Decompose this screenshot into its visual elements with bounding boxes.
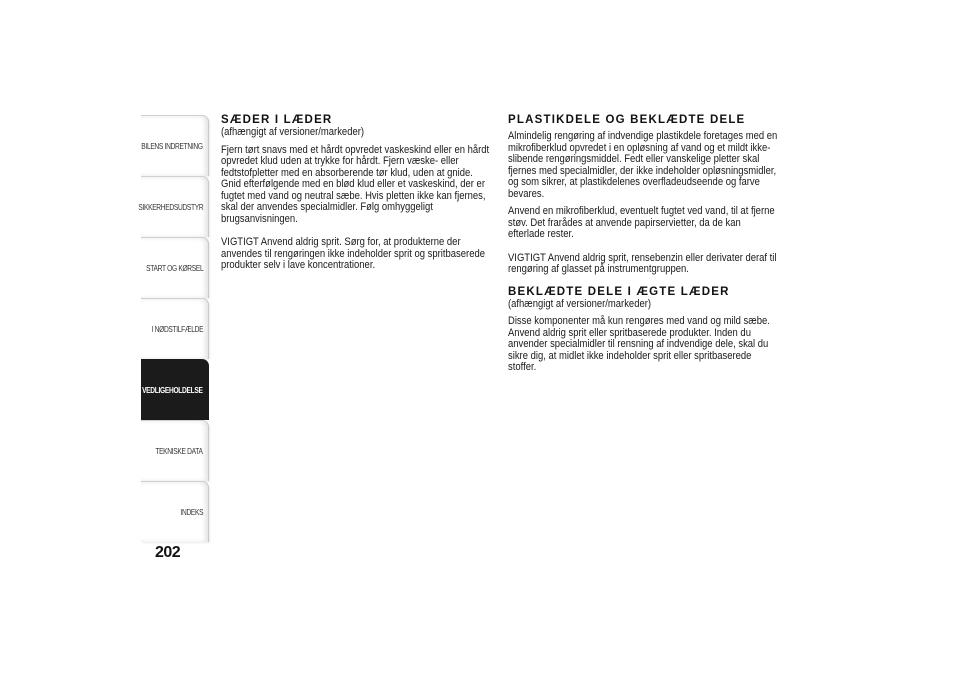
body-paragraph: Anvend en mikrofiberklud, eventuelt fugtet ved vand, til at fjerne støv. Det frarådes at anvende papirservietter, da de kan efterlade rester. — [508, 205, 775, 240]
tab-label: I NØDSTILFÆLDE — [151, 324, 203, 334]
left-column — [221, 114, 491, 278]
tab-i-nodstilfaelde[interactable] — [141, 298, 209, 359]
section-subheading: (afhængigt af versioner/markeder) — [508, 297, 652, 310]
tab-start-og-korsel[interactable] — [141, 237, 209, 298]
tab-vedligeholdelse[interactable] — [141, 359, 209, 420]
section-heading-beklaedte-dele: BEKLÆDTE DELE I ÆGTE LÆDER — [508, 285, 730, 298]
tab-label: SIKKERHEDSUDSTYR — [137, 202, 203, 212]
chapter-tabs — [137, 115, 209, 542]
tab-indeks[interactable] — [141, 481, 209, 542]
tab-label: TEKNISKE DATA — [155, 446, 203, 456]
important-note: VIGTIGT Anvend aldrig sprit, rensebenzin eller derivater deraf til rengøring af glasset på instrumentgruppen. — [508, 251, 777, 275]
right-column — [508, 114, 780, 380]
tab-label: START OG KØRSEL — [145, 263, 203, 273]
section-subheading: (afhængigt af versioner/markeder) — [221, 126, 365, 138]
tab-bilens-indretning[interactable] — [141, 115, 209, 176]
body-paragraph: Almindelig rengøring af indvendige plastikdele foretages med en mikrofiberklud opvredet i en opløsning af vand og et mildt ikke-slibende rengøringsmiddel. Fedt eller vanskelige pletter skal fjernes med specialmidler, der ikke indeholder opløsningsmidler, og som sikrer, at plastikdelenes overfladeudseende og farve bevares. — [508, 130, 778, 200]
page-number: 202 — [155, 544, 181, 561]
body-paragraph: Fjern tørt snavs med et hårdt opvredet vaskeskind eller en hårdt opvredet klud uden at trykke for hårdt. Fjern væske- eller fedtstofpletter med en absorberende tør klud, uden at gnide. Gnid efterfølgende med en blød klud eller et vaskeskind, der er fugtet med vand og neutral sæbe. Hvis pletten ikke kan fjernes, skal der anvendes specialmidler. Følg omhyggeligt brugsanvisningen. — [221, 143, 490, 225]
tab-label: BILENS INDRETNING — [141, 141, 203, 151]
body-paragraph: Disse komponenter må kun rengøres med vand og mild sæbe. Anvend aldrig sprit eller spritbaserede produkter. Inden du anvender specialmidler til rensning af indvendige dele, skal du sikre dig, at midlet ikke indeholder sprit eller spritbaserede stoffer. — [508, 315, 770, 373]
section-heading-plastikdele: PLASTIKDELE OG BEKLÆDTE DELE — [508, 114, 746, 126]
section-heading-saeder: SÆDER I LÆDER — [221, 114, 333, 126]
tab-label: INDEKS — [180, 507, 203, 517]
tab-label: VEDLIGEHOLDELSE — [142, 385, 203, 395]
tab-sikkerhedsudstyr[interactable] — [137, 176, 209, 237]
important-note: VIGTIGT Anvend aldrig sprit. Sørg for, at produkterne der anvendes til rengøringen ikke indeholder sprit og spritbaserede produkter selv i lave koncentrationer. — [221, 236, 485, 271]
tab-tekniske-data[interactable] — [141, 420, 209, 481]
